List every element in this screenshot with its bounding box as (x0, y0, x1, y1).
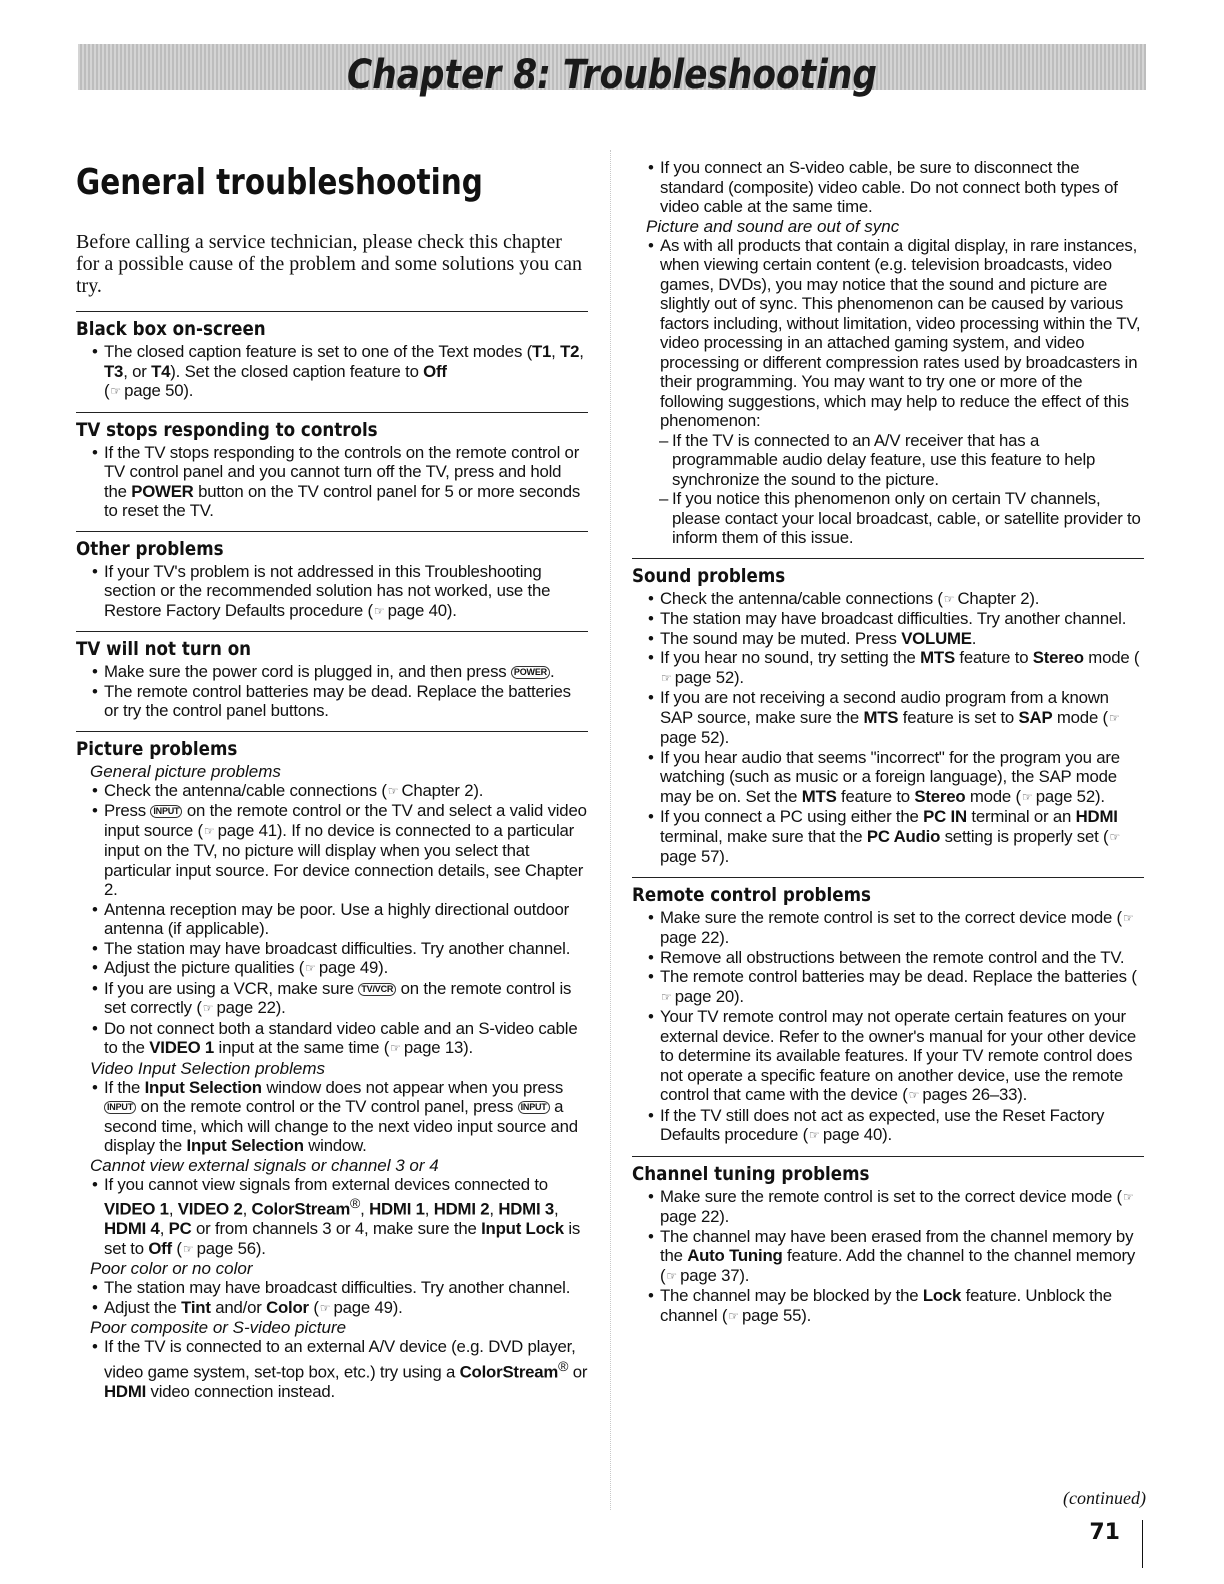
list-item (660, 748, 1144, 808)
text: page 57). (660, 847, 730, 866)
text: page 37). (680, 1265, 750, 1285)
list-item: – If the TV is connected to an A/V receiver that has a programmable audio delay feature, use this feature to help synchronize the sound to the picture. (672, 431, 1144, 490)
subheading: Picture and sound are out of sync (646, 216, 900, 236)
text: feature. Add the channel to the channel memory ( (660, 1246, 1136, 1285)
text: Check the antenna/cable connections ( (104, 780, 387, 800)
page-reference-icon: ☞ (202, 1001, 214, 1015)
text: , (579, 342, 584, 361)
list-item (660, 1286, 1144, 1326)
subheading: Poor composite or S-video picture (90, 1318, 347, 1338)
text: , (554, 1199, 559, 1219)
text: feature. Unblock the channel ( (660, 1286, 1112, 1325)
text: setting is properly set ( (940, 826, 1109, 846)
list-item: • Remove all obstructions between the remote control and the TV. (660, 948, 1144, 968)
input-selection-label: Input Selection (144, 1077, 262, 1097)
sap-label: SAP (1018, 707, 1053, 727)
input-selection-label: Input Selection (186, 1136, 304, 1155)
registered-mark: ® (350, 1195, 361, 1211)
text: page 55). (742, 1305, 812, 1325)
text: and/or (210, 1297, 267, 1317)
page-reference-icon: ☞ (1109, 829, 1121, 844)
term: ColorStream (459, 1362, 559, 1382)
section-rule (76, 311, 588, 312)
text: Press (104, 801, 151, 820)
intro-paragraph: Before calling a service technician, please check this chapter for a possible cause of the problem and some solutions you can try. (76, 231, 582, 297)
text: or from channels 3 or 4, make sure the (191, 1219, 482, 1239)
text: If you cannot view signals from external devices connected to (104, 1174, 548, 1194)
volume-label: VOLUME (901, 628, 972, 648)
text: Chapter 2). (401, 780, 484, 800)
text: page 50). (124, 381, 194, 400)
page-reference-icon: ☞ (661, 670, 672, 685)
page-reference-icon: ☞ (908, 1088, 920, 1102)
section-black-box (76, 311, 588, 402)
text: on the remote control or the TV and select a valid video input source ( (104, 801, 587, 840)
text: If you are not receiving a second audio program from a known SAP source, make sure the (660, 688, 1109, 727)
section-channel (632, 1156, 1144, 1327)
text: ( (308, 1297, 319, 1317)
text: , (424, 1199, 434, 1219)
text: feature is set to (898, 707, 1019, 727)
section-rule (76, 631, 588, 632)
term: ColorStream (251, 1199, 351, 1219)
list-item (104, 958, 588, 979)
list-item (104, 443, 588, 521)
mts-label: MTS (801, 786, 837, 806)
section-title: Picture problems (76, 737, 238, 760)
page-reference-icon: ☞ (1108, 710, 1120, 725)
text: The remote control batteries may be dead. Replace the batteries ( (660, 967, 1137, 986)
term: HDMI (104, 1381, 147, 1401)
page-reference-icon: ☞ (1021, 789, 1033, 804)
page-reference-icon: ☞ (373, 603, 385, 618)
text: If you connect a PC using either the (660, 807, 924, 826)
page-reference-icon: ☞ (203, 823, 215, 838)
input-button-icon: INPUT (518, 1101, 550, 1114)
text: window. (303, 1136, 367, 1155)
text: If you are using a VCR, make sure (104, 978, 359, 998)
mode-t1: T1 (531, 342, 552, 361)
section-rule (76, 412, 588, 413)
text: page 52). (674, 667, 744, 687)
list-item (660, 629, 1144, 649)
text: . (971, 628, 977, 648)
page-reference-icon: ☞ (943, 591, 955, 606)
list-item (104, 979, 588, 1019)
text: , (242, 1199, 252, 1219)
text: page 52). (660, 728, 730, 747)
mode-t2: T2 (560, 342, 580, 361)
chapter-title: Chapter 8: Troubleshooting (346, 52, 878, 98)
section-picture (76, 731, 588, 1402)
page-reference-icon: ☞ (305, 961, 316, 975)
list-item (104, 662, 588, 682)
pc-audio-label: PC Audio (866, 826, 941, 846)
text: page 49). (318, 958, 389, 977)
mts-label: MTS (863, 707, 899, 727)
section-title: Other problems (76, 537, 224, 560)
page-reference-icon: ☞ (666, 1268, 678, 1283)
text: feature to (954, 648, 1033, 667)
list-item (660, 1007, 1144, 1106)
list-item (104, 801, 588, 900)
section-rule (632, 558, 1144, 559)
text: or (568, 1362, 588, 1382)
lock-label: Lock (922, 1286, 962, 1305)
tint-label: Tint (181, 1297, 211, 1317)
list-item (660, 589, 1144, 610)
text: If your TV's problem is not addressed in this Troubleshooting section or the recommended solution has not worked, use the Restore Factory Defaults procedure ( (104, 561, 551, 620)
term: Input Lock (481, 1219, 564, 1239)
text: page 22). (216, 998, 286, 1017)
list-item: • The station may have broadcast difficulties. Try another channel. (660, 609, 1144, 629)
section-title: Black box on-screen (76, 318, 266, 340)
section-rule (632, 1156, 1144, 1157)
text: button on the TV control panel for 5 or more seconds to reset the TV. (104, 481, 581, 520)
text: If the (104, 1077, 145, 1097)
page-reference-icon: ☞ (1122, 1189, 1134, 1204)
section-title: Remote control problems (632, 883, 871, 906)
list-item (660, 648, 1144, 688)
page-reference-icon: ☞ (319, 1300, 331, 1315)
auto-tuning-label: Auto Tuning (687, 1246, 783, 1265)
input-button-icon: INPUT (150, 805, 182, 818)
stereo-label: Stereo (914, 786, 966, 806)
page-reference-icon: ☞ (661, 989, 672, 1004)
page-reference-icon: ☞ (387, 783, 399, 798)
text: Make sure the power cord is plugged in, and then press (104, 662, 511, 681)
right-column (632, 158, 1144, 1336)
column-divider (610, 150, 611, 1510)
stereo-label: Stereo (1032, 648, 1084, 667)
text: ). Set the closed caption feature to (170, 361, 424, 381)
text: If the TV stops responding to the controls on the remote control or TV control panel and you cannot turn off the TV, press and hold the (104, 442, 580, 501)
left-column (76, 150, 588, 1411)
input-button-icon: INPUT (104, 1101, 136, 1114)
list-item (104, 1175, 588, 1260)
subheading: Video Input Selection problems (90, 1058, 326, 1078)
list-item (660, 908, 1144, 948)
text: page 22). (660, 928, 730, 947)
section-tv-stops (76, 412, 588, 521)
page-reference-icon: ☞ (182, 1241, 194, 1256)
text: If the TV still does not act as expected, use the Reset Factory Defaults procedure ( (660, 1105, 1105, 1144)
subheading: Poor color or no color (90, 1259, 253, 1279)
term: Off (148, 1238, 172, 1258)
list-item: • Antenna reception may be poor. Use a highly directional outdoor antenna (if applicable). (104, 900, 588, 939)
list-item (104, 1298, 588, 1319)
text: is set to (104, 1219, 581, 1258)
text: input at the same time ( (214, 1038, 390, 1057)
text: feature to (836, 786, 915, 806)
list-item (660, 1106, 1144, 1146)
text: page 56). (196, 1238, 266, 1258)
section-rule (632, 877, 1144, 878)
section-other (76, 531, 588, 622)
mode-t3: T3 (104, 361, 124, 381)
mts-label: MTS (920, 648, 955, 667)
list-item: • The remote control batteries may be dead. Replace the batteries or try the control panel buttons. (104, 682, 588, 721)
list-item (660, 236, 1144, 548)
text: mode ( (1083, 648, 1140, 667)
text: If you hear audio that seems "incorrect" for the program you are watching (such as music or a foreign language), the SAP mode may be on. Set the (660, 747, 1120, 806)
page-heading: General troubleshooting (76, 162, 483, 203)
text: mode ( (1052, 707, 1108, 727)
list-item (660, 807, 1144, 867)
section-title: Sound problems (632, 564, 786, 587)
subheading: General picture problems (90, 761, 281, 781)
text: Adjust the picture qualities ( (104, 958, 305, 977)
section-not-on (76, 631, 588, 721)
page-reference-icon: ☞ (728, 1308, 739, 1323)
text: The closed caption feature is set to one of the Text modes ( (104, 342, 532, 361)
text: As with all products that contain a digital display, in rare instances, when viewing certain content (e.g. television broadcasts, video games, DVDs), you may notice that the sound and picture are slightly out of sync. This phenomenon can be caused by various factors including, without limitation, video processing within the TV, video processing in an attached gaming system, and video processing or different compression rates used by broadcasters in their programming. You may want to try one or more of the following suggestions, which may help to reduce the effect of this phenomenon: (660, 235, 1141, 430)
text: Adjust the (104, 1297, 182, 1317)
text: Chapter 2). (957, 588, 1040, 608)
off-value: Off (423, 361, 447, 381)
text: , (489, 1199, 499, 1219)
term: HDMI 1 (369, 1199, 425, 1219)
text: terminal, make sure that the (660, 826, 867, 846)
text: ( (171, 1238, 182, 1258)
page-reference-icon: ☞ (390, 1041, 401, 1055)
section-remote (632, 877, 1144, 1146)
text: page 40). (387, 600, 457, 620)
video1-label: VIDEO 1 (149, 1038, 215, 1057)
term: HDMI 3 (498, 1199, 555, 1219)
text: Your TV remote control may not operate certain features on your external device. Refer to the owner's manual for your other device to determine its available features. If your TV remote control does not operate a specific feature on another device, use the remote control that came with the device ( (660, 1007, 1136, 1104)
term: HDMI 2 (433, 1199, 490, 1219)
text: The channel may be blocked by the (660, 1286, 923, 1305)
list-item: • If you connect an S-video cable, be sure to disconnect the standard (composite) video cable. Do not connect both types of video cable at the same time. (660, 158, 1144, 217)
section-sound (632, 558, 1144, 867)
text: Make sure the remote control is set to the correct device mode ( (660, 1186, 1122, 1206)
text: , (159, 1219, 169, 1239)
list-item (104, 1337, 588, 1401)
term: VIDEO 1 (104, 1199, 169, 1219)
text: The sound may be muted. Press (660, 628, 902, 648)
page-reference-icon: ☞ (809, 1128, 820, 1142)
list-item (104, 342, 588, 402)
text: on the remote control is set correctly ( (104, 978, 572, 1017)
continued-note: (continued) (1063, 1488, 1146, 1508)
text: page 20). (674, 986, 744, 1006)
section-sync (632, 217, 1144, 548)
text: , (360, 1199, 370, 1219)
list-item (660, 967, 1144, 1007)
section-rule (76, 531, 588, 532)
text: If the TV is connected to an external A/V device (e.g. DVD player, video game system, set-top box, etc.) try using a (104, 1337, 576, 1382)
text: window does not appear when you press (261, 1077, 564, 1097)
tvvcr-button-icon: TV/VCR (358, 983, 396, 996)
list-item: • The station may have broadcast difficulties. Try another channel. (104, 1278, 588, 1298)
text: ( (104, 381, 110, 400)
page-number: 71 (1089, 1520, 1120, 1545)
text: pages 26–33). (922, 1085, 1028, 1104)
page-reference-icon: ☞ (110, 384, 122, 398)
text: If you hear no sound, try setting the (660, 648, 921, 667)
text: Check the antenna/cable connections ( (660, 588, 943, 608)
section-title: TV stops responding to controls (76, 418, 378, 441)
list-item: – If you notice this phenomenon only on certain TV channels, please contact your local broadcast, cable, or satellite provider to inform them of this issue. (672, 489, 1144, 548)
text: page 22). (660, 1207, 730, 1226)
mode-t4: T4 (151, 361, 171, 381)
section-title: Channel tuning problems (632, 1162, 870, 1185)
section-rule (76, 731, 588, 732)
text: a second time, which will change to the next video input source and display the (104, 1097, 578, 1155)
term: HDMI 4 (104, 1219, 160, 1239)
subheading: Cannot view external signals or channel 3 or 4 (90, 1155, 439, 1175)
page-reference-icon: ☞ (1122, 910, 1134, 925)
term: VIDEO 2 (177, 1199, 243, 1219)
text: page 13). (403, 1038, 473, 1057)
text: page 40). (822, 1125, 892, 1144)
registered-mark: ® (558, 1357, 569, 1374)
list-item: • The station may have broadcast difficulties. Try another channel. (104, 939, 588, 959)
text: terminal or an (966, 807, 1076, 826)
list-item (104, 1019, 588, 1059)
text: video connection instead. (146, 1381, 335, 1401)
text: . (549, 662, 555, 681)
list-item (660, 1187, 1144, 1227)
term: PC (168, 1219, 192, 1239)
list-item (104, 781, 588, 802)
text: Make sure the remote control is set to the correct device mode ( (660, 907, 1122, 927)
text: page 52). (1035, 786, 1105, 806)
text: on the remote control or the TV control panel, press (136, 1097, 518, 1116)
list-item (104, 562, 588, 622)
list-item (104, 1078, 588, 1156)
text: page 49). (333, 1297, 403, 1317)
list-item (660, 1227, 1144, 1287)
section-title: TV will not turn on (76, 638, 252, 660)
pc-in-label: PC IN (923, 807, 967, 826)
text: page 41). If no device is connected to a particular input on the TV, no picture will display when you select that particular input source. For device connection details, see Chapter 2. (104, 820, 584, 899)
page-number-bar (1142, 1520, 1143, 1568)
text: , (551, 342, 561, 361)
text: mode ( (965, 786, 1021, 806)
text: , (168, 1199, 178, 1219)
text: Do not connect both a standard video cable and an S-video cable to the (104, 1018, 578, 1057)
text: , or (123, 361, 152, 381)
power-button-icon: POWER (511, 666, 550, 679)
text: The channel may have been erased from the channel memory by the (660, 1226, 1134, 1265)
power-label: POWER (131, 481, 194, 501)
color-label: Color (266, 1297, 309, 1317)
hdmi-label: HDMI (1075, 807, 1118, 826)
list-item (660, 688, 1144, 748)
